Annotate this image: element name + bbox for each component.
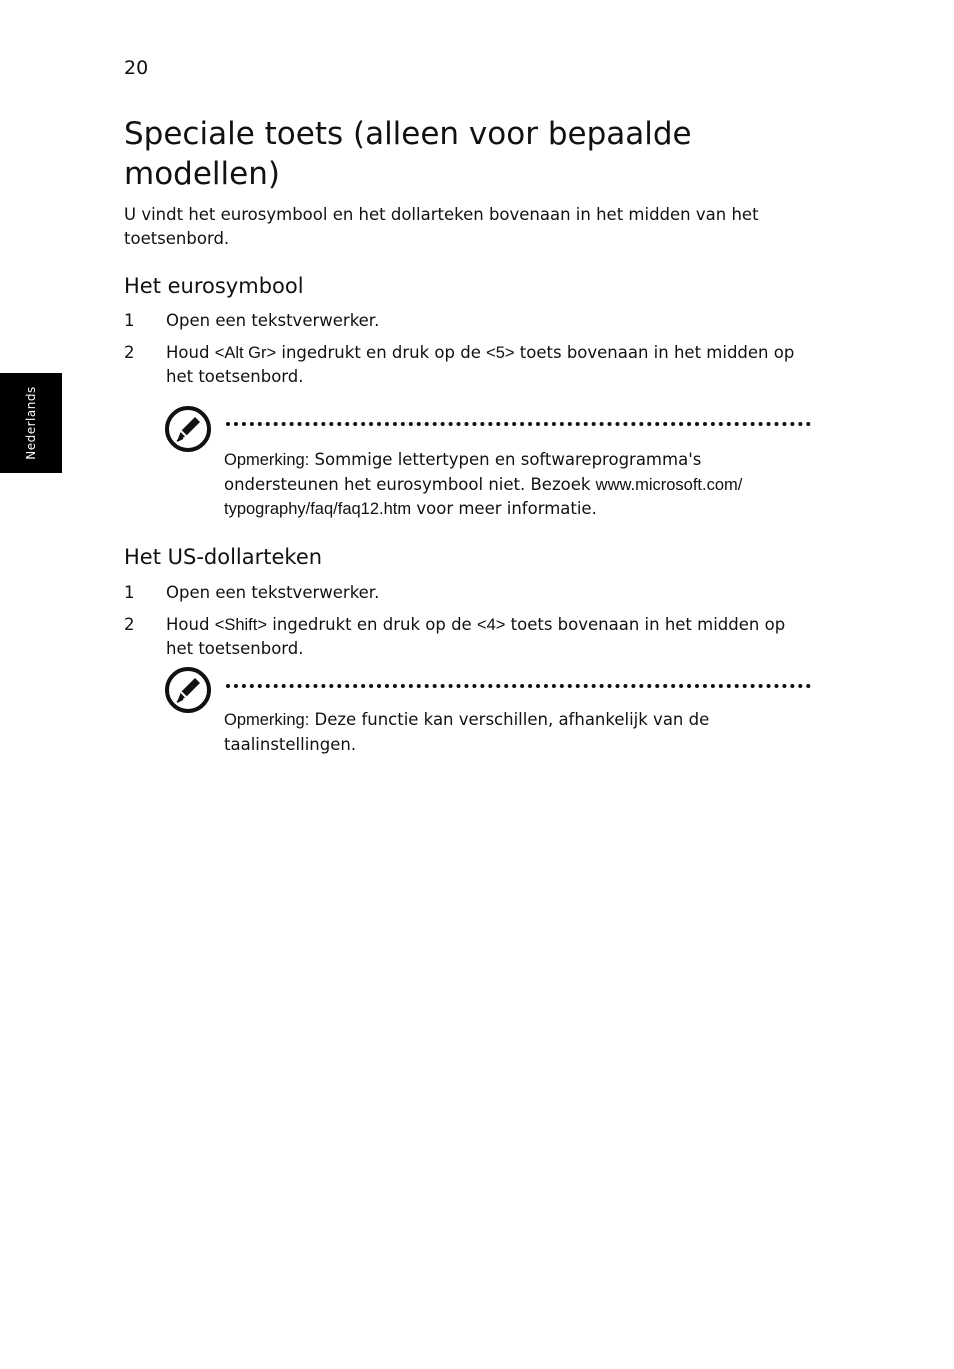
note-label: Opmerking:	[224, 711, 310, 729]
page-number: 20	[124, 57, 149, 79]
euro-section-heading: Het eurosymbool	[124, 274, 304, 298]
step-number: 1	[124, 583, 135, 602]
key-4: <4>	[476, 616, 506, 634]
step-text-part: Houd	[166, 343, 215, 362]
step-text-part: Houd	[166, 615, 215, 634]
note-text	[224, 448, 809, 522]
step-text-part: ingedrukt en druk op de	[276, 343, 487, 362]
euro-step-2	[124, 341, 814, 389]
dollar-step-1	[124, 581, 814, 605]
step-text	[166, 341, 814, 389]
note-text	[224, 708, 809, 756]
euro-step-1	[124, 309, 814, 333]
note-text-part: voor meer informatie.	[411, 499, 597, 518]
note-pen-icon	[164, 405, 212, 453]
step-text-part: toets bovenaan in het midden op het toetsenbord.	[166, 615, 786, 658]
step-number: 2	[124, 343, 135, 362]
language-side-tab	[0, 373, 62, 473]
note-text-part: Sommige lettertypen en softwareprogramma's ondersteunen het eurosymbool niet. Bezoek	[224, 450, 702, 494]
key-shift: <Shift>	[214, 616, 267, 634]
step-text-part: toets bovenaan in het midden op het toetsenbord.	[166, 343, 795, 386]
step-text: Open een tekstverwerker.	[166, 311, 380, 330]
intro-paragraph: U vindt het eurosymbool en het dollarteken bovenaan in het midden van het toetsenbord.	[124, 205, 759, 248]
key-5: <5>	[486, 344, 515, 362]
step-text: Open een tekstverwerker.	[166, 583, 380, 602]
note-divider	[226, 422, 811, 426]
side-tab-label: Nederlands	[24, 386, 38, 460]
note-pen-icon	[164, 666, 212, 714]
dollar-section-heading: Het US-dollarteken	[124, 545, 323, 569]
dollar-note	[164, 666, 812, 766]
step-text-part: ingedrukt en druk op de	[266, 615, 477, 634]
note-label: Opmerking:	[224, 451, 310, 469]
step-text	[166, 613, 814, 661]
step-number: 2	[124, 615, 135, 634]
note-divider	[226, 684, 811, 688]
note-text-part: Deze functie kan verschillen, afhankelijk van de taalinstellingen.	[224, 710, 710, 754]
key-alt-gr: <Alt Gr>	[214, 344, 277, 362]
page-title: Speciale toets (alleen voor bepaalde modellen)	[124, 116, 692, 192]
euro-note	[164, 405, 812, 525]
step-number: 1	[124, 311, 135, 330]
dollar-step-2	[124, 613, 814, 661]
microsoft-link[interactable]: www.microsoft.com/ typography/faq/faq12.htm	[224, 475, 743, 518]
